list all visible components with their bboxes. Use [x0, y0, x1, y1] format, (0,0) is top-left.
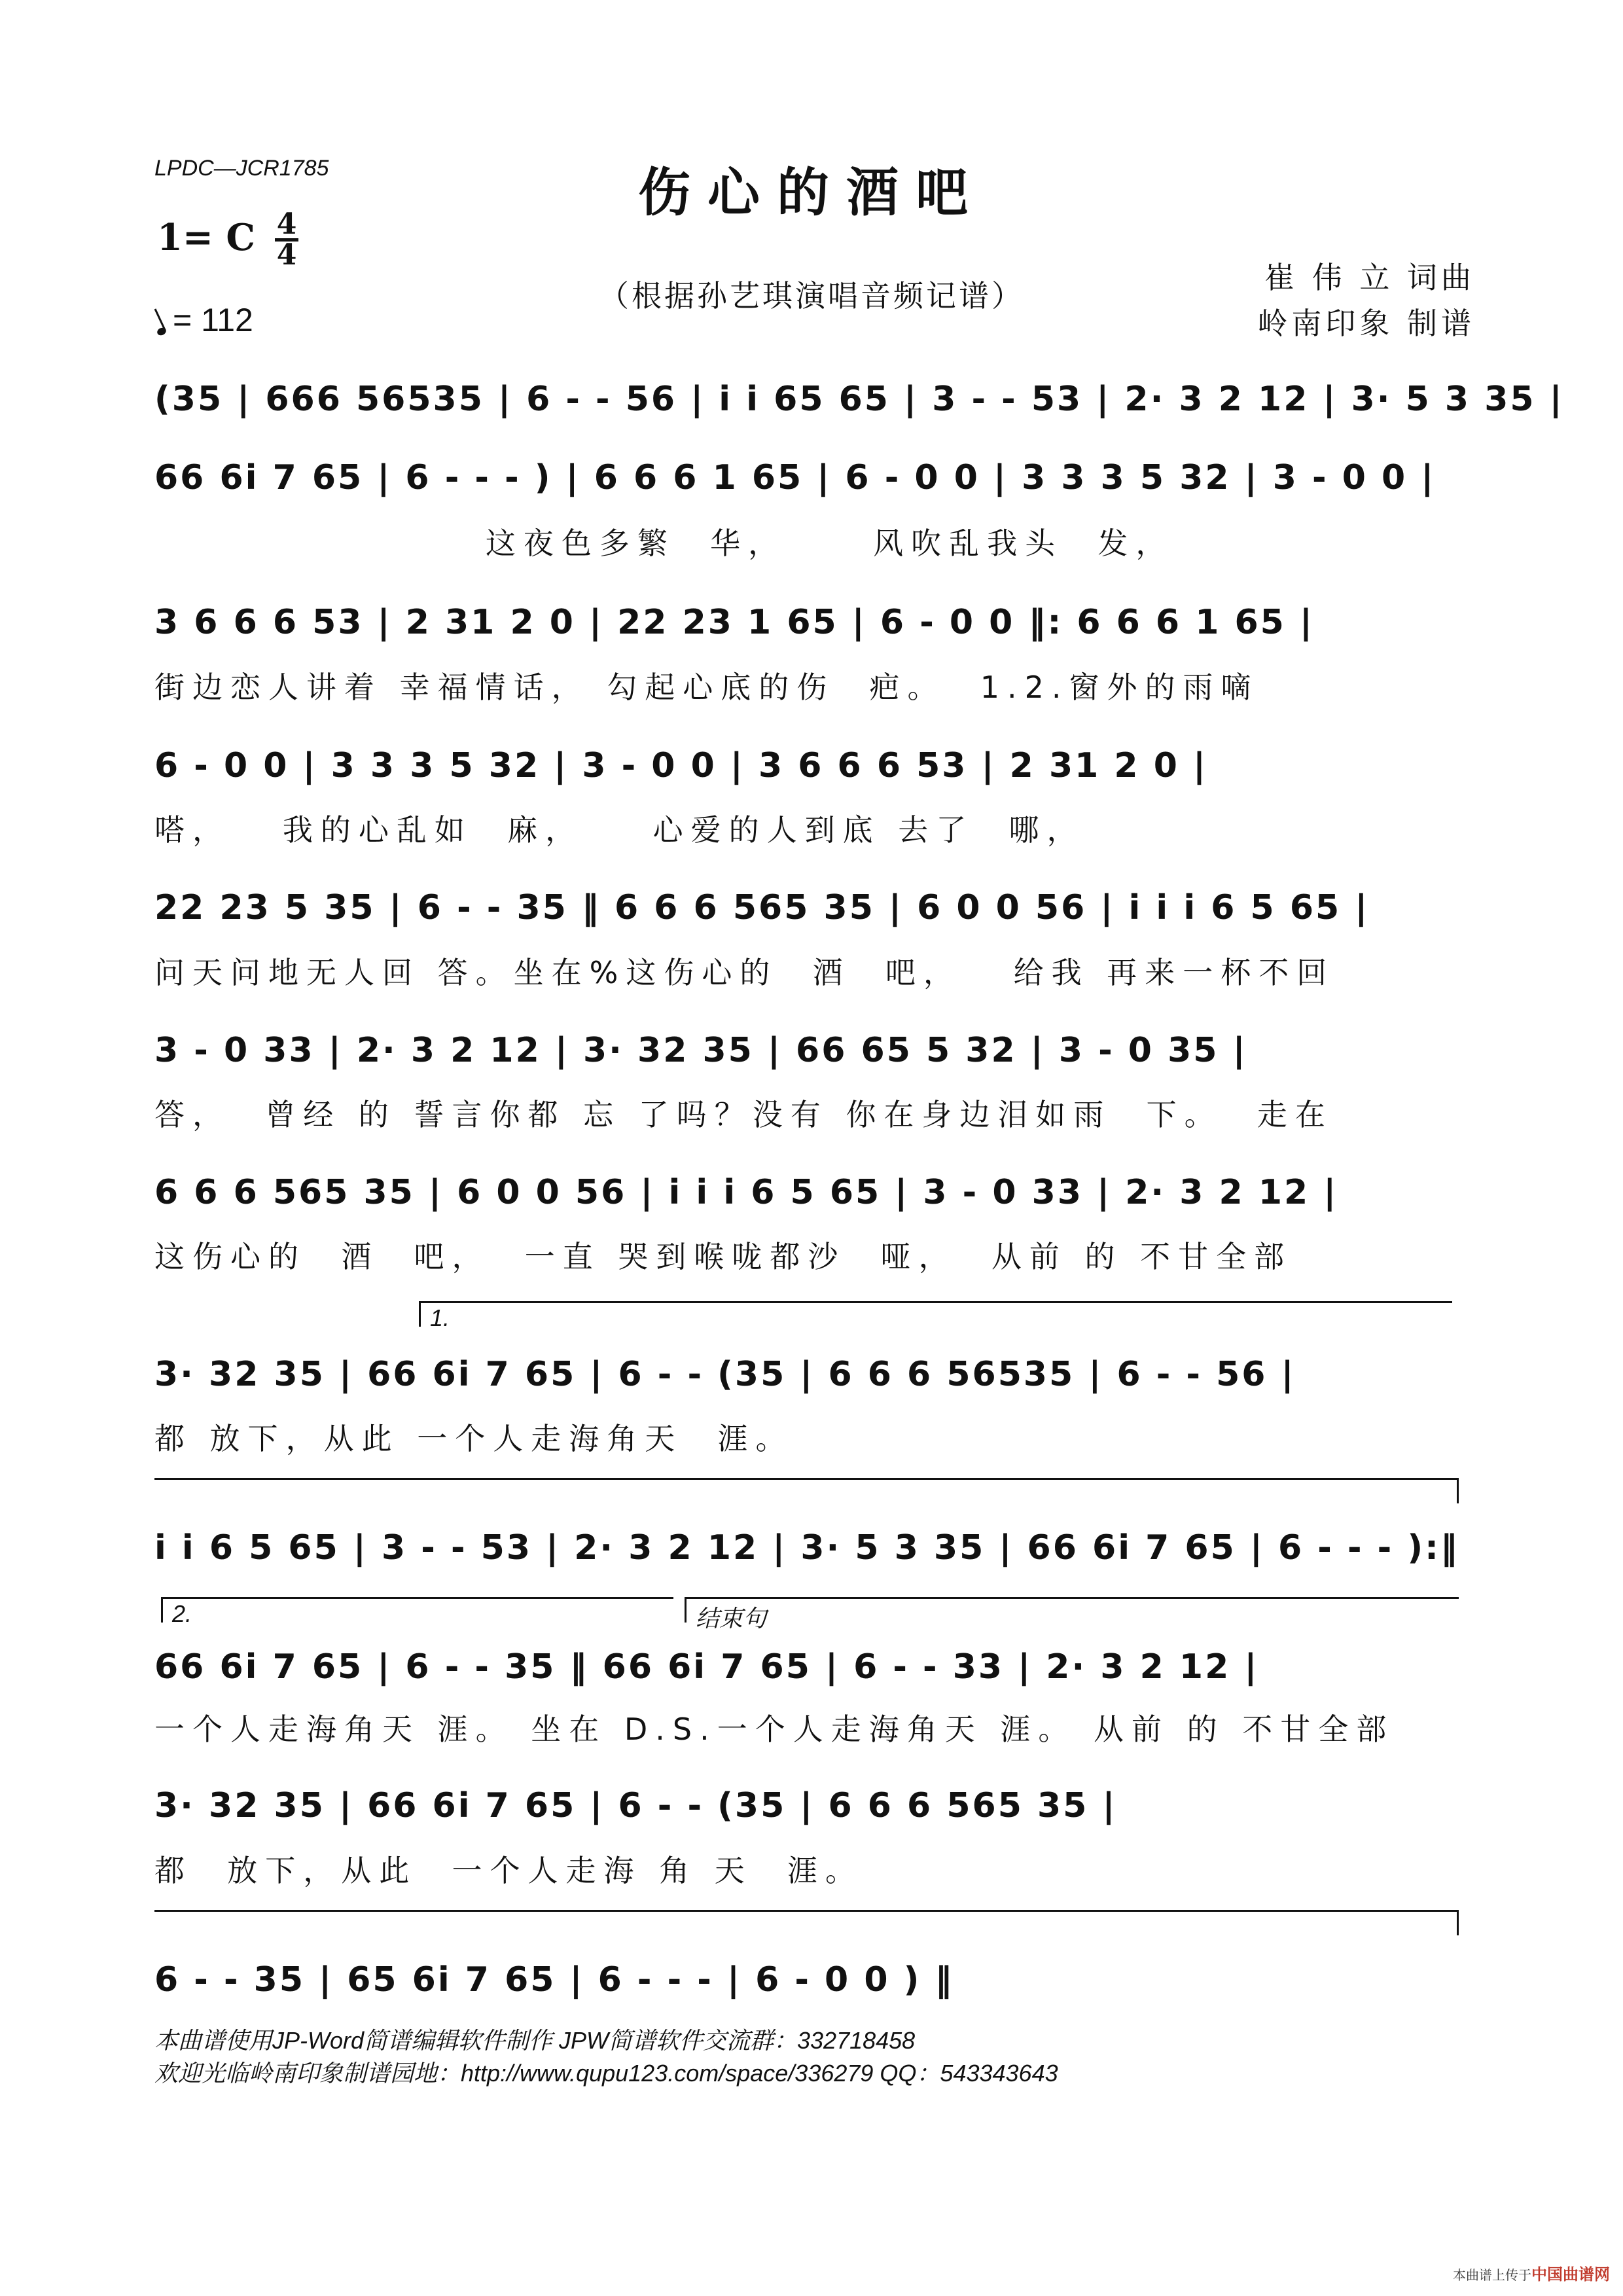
second-ending-label: 2.	[172, 1600, 192, 1627]
second-ending-bracket	[161, 1597, 673, 1627]
score-row-11-lyrics: 都 放下，从此 一个人走海 角 天 涯。	[154, 1853, 863, 1888]
coda-bracket-continuation	[154, 1910, 1459, 1935]
score-row-1-notes: (35 | 666 56535 | 6 - - 56 | i i 65 65 | 3 - - 53 | 2· 3 2 12 | 3· 5 3 35 |	[154, 380, 1564, 419]
score-row-6-lyrics: 答， 曾经 的 誓言你都 忘 了吗？没有 你在身边泪如雨 下。 走在	[154, 1097, 1333, 1132]
score-code: LPDC—JCR1785	[154, 156, 329, 181]
score-row-3-notes: 3 6 6 6 53 | 2 31 2 0 | 22 23 1 65 | 6 - 0 0 ‖: 6 6 6 1 65 |	[154, 603, 1314, 642]
score-row-8-notes: 3· 32 35 | 66 6i 7 65 | 6 - - (35 | 6 6 6 56535 | 6 - - 56 |	[154, 1355, 1296, 1394]
score-row-5-notes: 22 23 5 35 | 6 - - 35 ‖ 6 6 6 565 35 | 6 0 0 56 | i i i 6 5 65 |	[154, 888, 1370, 927]
song-title: 伤心的酒吧	[638, 162, 985, 223]
score-row-6-notes: 3 - 0 33 | 2· 3 2 12 | 3· 32 35 | 66 65 5 32 | 3 - 0 35 |	[154, 1031, 1247, 1070]
score-row-7-notes: 6 6 6 565 35 | 6 0 0 56 | i i i 6 5 65 | 3 - 0 33 | 2· 3 2 12 |	[154, 1173, 1338, 1212]
time-signature-bottom: 4	[276, 238, 297, 272]
score-row-7-lyrics: 这伤心的 酒 吧， 一直 哭到喉咙都沙 哑， 从前 的 不甘全部	[154, 1239, 1293, 1274]
upload-watermark	[1453, 2261, 1610, 2284]
score-row-10-lyrics: 一个人走海角天 涯。 坐在 D.S.一个人走海角天 涯。 从前 的 不甘全部	[154, 1712, 1395, 1747]
score-row-4-lyrics: 嗒， 我的心乱如 麻， 心爱的人到底 去了 哪，	[154, 812, 1085, 848]
score-row-9-notes: i i 6 5 65 | 3 - - 53 | 2· 3 2 12 | 3· 5 3 35 | 66 6i 7 65 | 6 - - - ):‖	[154, 1528, 1459, 1568]
credit-lyrics-music: 崔 伟 立 词曲	[1264, 260, 1475, 295]
subtitle: （根据孙艺琪演唱音频记谱）	[599, 278, 1024, 314]
score-row-3-lyrics: 街边恋人讲着 幸福情话， 勾起心底的伤 疤。 1.2.窗外的雨嘀	[154, 670, 1259, 705]
first-ending-bracket	[419, 1301, 1452, 1331]
tempo-value: = 112	[173, 302, 253, 338]
first-ending-bracket-continuation	[154, 1478, 1459, 1503]
footer-website-note: 欢迎光临岭南印象制谱园地：http://www.qupu123.com/space/336279 QQ：543343643	[154, 2060, 1058, 2087]
coda-label: 结束句	[696, 1605, 767, 1632]
score-row-8-lyrics: 都 放下，从此 一个人走海角天 涯。	[154, 1421, 794, 1456]
time-signature	[274, 207, 300, 272]
score-row-5-lyrics: 问天问地无人回 答。坐在%这伤心的 酒 吧， 给我 再来一杯不回	[154, 955, 1335, 990]
score-row-2-lyrics: 这夜色多繁 华， 风吹乱我头 发，	[154, 526, 1174, 561]
score-row-2-notes: 66 6i 7 65 | 6 - - - ) | 6 6 6 1 65 | 6 - 0 0 | 3 3 3 5 32 | 3 - 0 0 |	[154, 458, 1436, 497]
footer-software-note: 本曲谱使用JP-Word简谱编辑软件制作 JPW简谱软件交流群：332718458	[154, 2027, 916, 2054]
key-signature: 1= C	[157, 216, 255, 259]
coda-bracket	[685, 1597, 1459, 1632]
score-row-10-notes: 66 6i 7 65 | 6 - - 35 ‖ 66 6i 7 65 | 6 - - 33 | 2· 3 2 12 |	[154, 1647, 1259, 1687]
score-row-11-notes: 3· 32 35 | 66 6i 7 65 | 6 - - (35 | 6 6 6 565 35 |	[154, 1786, 1117, 1825]
time-signature-top: 4	[276, 207, 297, 241]
quarter-note-icon	[156, 327, 167, 337]
first-ending-label: 1.	[430, 1304, 450, 1331]
credit-arranger: 岭南印象 制谱	[1257, 306, 1475, 341]
score-row-4-notes: 6 - 0 0 | 3 3 3 5 32 | 3 - 0 0 | 3 6 6 6 53 | 2 31 2 0 |	[154, 746, 1207, 785]
upload-prefix: 本曲谱上传于	[1453, 2267, 1531, 2283]
score-row-12-notes: 6 - - 35 | 65 6i 7 65 | 6 - - - | 6 - 0 0 ) ‖	[154, 1960, 954, 2000]
upload-brand: 中国曲谱网	[1531, 2265, 1610, 2284]
